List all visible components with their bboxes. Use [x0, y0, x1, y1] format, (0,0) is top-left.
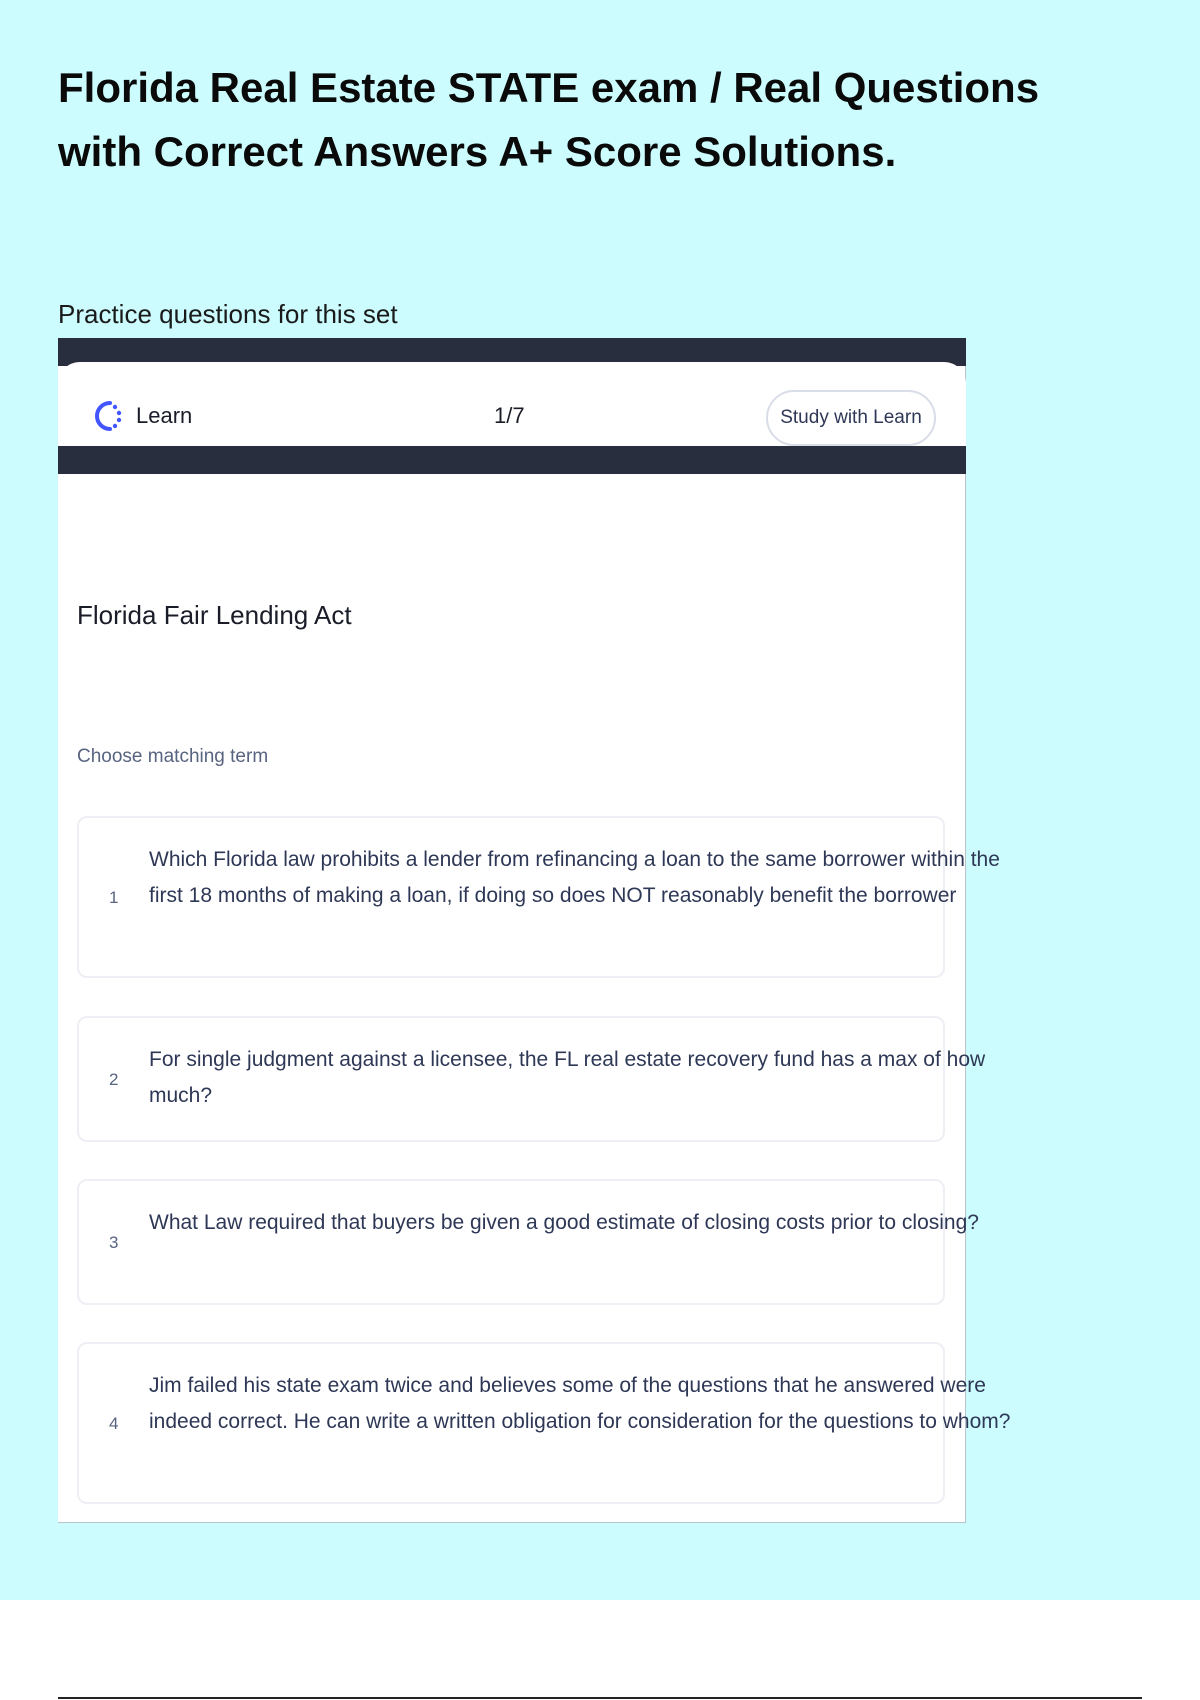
option-number: 1	[109, 888, 119, 907]
progress-counter: 1/7	[494, 403, 525, 428]
answer-option-4[interactable]	[77, 1342, 1011, 1504]
term-text: Florida Fair Lending Act	[77, 600, 352, 630]
widget-header	[58, 362, 966, 446]
option-number: 3	[109, 1233, 119, 1252]
option-text: What Law required that buyers be given a good estimate of closing costs prior to closing?	[149, 1211, 979, 1234]
option-text: For single judgment against a licensee, the FL real estate recovery fund has a max of how much?	[149, 1048, 986, 1107]
option-number: 2	[109, 1070, 119, 1089]
option-number: 4	[109, 1414, 119, 1433]
answer-option-2[interactable]	[77, 1016, 986, 1142]
footer-divider	[58, 1697, 1142, 1699]
study-with-learn-button[interactable]: Study with Learn	[766, 390, 936, 446]
learn-label: Learn	[136, 403, 193, 428]
answer-option-1[interactable]	[77, 816, 1000, 978]
widget-header-band	[58, 446, 966, 474]
learn-icon	[88, 398, 124, 434]
option-text: Jim failed his state exam twice and believes some of the questions that he answered were indeed correct. He can write a written obligation for consideration for the questions to whom?	[149, 1374, 1011, 1433]
practice-widget	[58, 338, 1011, 1523]
option-text: Which Florida law prohibits a lender from refinancing a loan to the same borrower within the first 18 months of making a loan, if doing so does NOT reasonably benefit the borrower	[149, 848, 1000, 907]
instruction-text: Choose matching term	[77, 746, 269, 767]
answer-option-3[interactable]	[77, 1179, 979, 1305]
document-title: Florida Real Estate STATE exam / Real Questions with Correct Answers A+ Score Solutions.	[58, 64, 1040, 175]
section-label: Practice questions for this set	[58, 299, 398, 329]
